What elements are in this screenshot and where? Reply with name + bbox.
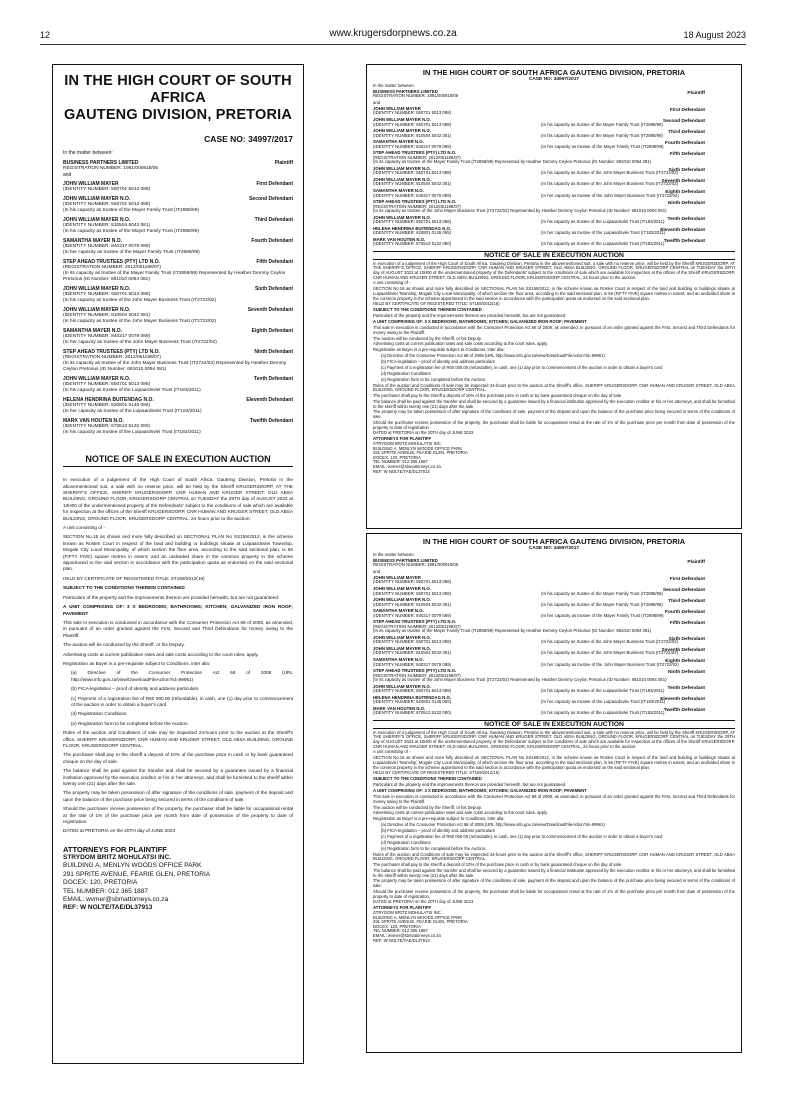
party-role: First Defendant xyxy=(669,107,705,113)
party-entry xyxy=(63,196,293,214)
attorney-line: REF: W NOLTE/TAE/DL37913 xyxy=(63,904,153,912)
party-capacity: (In its capacity as trustee of the John Mayer Business Trust (IT2722/02) Represented by Heather Demmy Ceylon Pretorius (ID Number: 681010 0094 081) xyxy=(63,361,287,373)
notice-paragraph: HELD BY CERTIFICATE OF REGISTERED TITLE: ST159/2012(16) xyxy=(63,575,205,581)
party-detail: (IDENTITY NUMBER: 550701 5013 088) xyxy=(373,121,452,127)
notice-paragraph: In execution of a judgement of the High Court of South Africa, Gauteng Division, Pretoria in the abovementioned suit, a sale with no reserve price, will be held by the Sheriff KRUGERSDORP, AT THE SHERIFF'S OFFICE, SHERIFF KRUGERSDORP, CNR HUMAN AND KRUGER STREET, OLD ABSA BUILDING, GROUND FLOOR, KRUGERSDORP CENTRAL on TUESDAY the 29TH day of AUGUST 2023 at 10H00 of the undermentioned property of the Defendants' subject to the conditions of sale which are available for inspection at the offices of the Sheriff KRUGERSDORP, CNR HUMAN AND KRUGER STREET, OLD ABSA BUILDING, GROUND FLOOR, KRUGERSDORP CENTRAL, 24 hours prior to the auction: xyxy=(63,477,293,521)
condition-item: (b) FICA-legislation – proof of identity and address particulars xyxy=(381,828,495,834)
notice-paragraph: HELD BY CERTIFICATE OF REGISTERED TITLE: ST159/2012(16) xyxy=(373,770,500,776)
notice-right-top xyxy=(366,64,742,529)
party-capacity: (In her capacity as trustee of the John Mayer Business Trust (IT2722/02) xyxy=(541,192,679,198)
party-name: JOHN WILLIAM MAYER N.O. xyxy=(373,585,431,591)
party-detail: (IDENTITY NUMBER: 840317 0079 089) xyxy=(63,244,151,250)
party-detail: (IDENTITY NUMBER: 810504 5042 081) xyxy=(373,601,452,607)
party-entry xyxy=(63,307,293,325)
party-row xyxy=(373,685,735,696)
party-name: SAMANTHA MAYER N.O. xyxy=(373,608,424,614)
party-role: Twelfth Defendant xyxy=(663,238,705,244)
attorneys-block xyxy=(63,854,293,913)
party-name: JOHN WILLIAM MAYER N.O. xyxy=(373,683,431,689)
notice-paragraph: The balance shall be paid against the transfer and shall be secured by a guarantee issued by a financial institution approved by the execution creditor or his or her attorneys, and shall be furnished to the sheriff within twenty one (21) days after the sale. xyxy=(373,399,735,409)
attorney-line: EMAIL: wvmer@sbmattorneys.co.za xyxy=(373,463,441,469)
party-role: Fifth Defendant xyxy=(669,152,705,158)
party-name: JOHN WILLIAM MAYER N.O. xyxy=(373,128,431,134)
party-name: JOHN WILLIAM MAYER N.O. xyxy=(373,214,431,220)
between-label: In the matter between: xyxy=(63,150,113,156)
party-row xyxy=(373,90,735,101)
party-entry xyxy=(63,286,293,304)
case-number: CASE NO: 34997/2017 xyxy=(528,77,580,82)
party-role: Second Defendant xyxy=(249,196,293,203)
notice-paragraph: SUBJECT TO THE CONDITIONS THEREIN CONTAINED xyxy=(373,776,482,782)
party-name: MARK VAN HOUTEN N.O. xyxy=(373,705,426,711)
notice-heading: NOTICE OF SALE IN EXECUTION AUCTION xyxy=(373,251,735,260)
notice-paragraph: Advertising costs at current publication rates and sale costs according to the court rules, apply. xyxy=(373,810,548,816)
party-name: SAMANTHA MAYER N.O. xyxy=(63,238,123,245)
party-detail: (REGISTRATION NUMBER: 2012/061198/07) xyxy=(63,355,161,361)
notice-paragraph: The purchaser shall pay to the sheriff a deposit of 10% of the purchase price in cash or by bank guaranteed cheque on the day of sale. xyxy=(373,393,623,399)
page-number: 12 xyxy=(40,30,51,40)
party-role: Eleventh Defendant xyxy=(246,397,293,404)
notice-body xyxy=(373,731,735,943)
party-detail: (IDENTITY NUMBER: 550701 5013 088) xyxy=(373,110,452,116)
notice-paragraph: A UNIT COMPRISING OF: 3 X BEDROOMS; BATHROOMS; KITCHEN; GALVANIZED IRON ROOF; PAVEMENT xyxy=(373,788,587,794)
court-title: IN THE HIGH COURT OF SOUTH AFRICA GAUTENG DIVISION, PRETORIA xyxy=(63,73,293,123)
party-name: SAMANTHA MAYER N.O. xyxy=(373,187,424,193)
notice-body xyxy=(63,477,293,835)
party-capacity: (In his capacity as trustee of the Mayer Family Trust (IT2898/99) xyxy=(541,132,663,138)
attorney-line: REF: W NOLTE/TAE/DL37913 xyxy=(373,468,430,474)
notice-paragraph: DATED at PRETORIA on the 20TH day of JUNE 2023 xyxy=(63,828,176,834)
attorneys-heading: ATTORNEYS FOR PLAINTIFF xyxy=(63,844,167,854)
party-role: Tenth Defendant xyxy=(667,216,705,222)
party-detail: (IDENTITY NUMBER: 840317 0079 089) xyxy=(373,192,452,198)
notice-paragraph: The property may be taken possession of after signature of the conditions of sale, payment of the deposit and upon the balance of the purchase price being secured in terms of the conditions of sale. xyxy=(373,409,735,420)
attorney-line: EMAIL: wvmer@sbmattorneys.co.za xyxy=(63,895,169,903)
party-detail: REGISTRATION NUMBER: 1981/000918/06 xyxy=(63,165,159,171)
notice-paragraph: SUBJECT TO THE CONDITIONS THEREIN CONTAINED xyxy=(373,307,482,313)
party-role: Seventh Defendant xyxy=(661,178,705,184)
attorney-line: TEL NUMBER: 012 365 1887 xyxy=(373,928,428,934)
condition-item: (c) Payment of a registration fee of R50 000.00 (refundable), in cash, one (1) day prior to commencement of the auction in order to obtain a buyer's card xyxy=(381,364,663,370)
party-detail: (IDENTITY NUMBER: 620801 0145 085) xyxy=(63,403,151,409)
attorney-line: DOCEX: 120, PRETORIA xyxy=(373,923,421,929)
header-divider xyxy=(40,44,746,45)
notice-paragraph: Particulars of the property and the improvements thereon are provided herewith, but are not guaranteed. xyxy=(373,313,567,319)
party-capacity: (In her capacity as trustee of the John Mayer Business Trust (IT2722/02) xyxy=(63,340,217,346)
party-role: Second Defendant xyxy=(662,118,705,124)
party-detail: (IDENTITY NUMBER: 620801 0145 085) xyxy=(373,699,452,705)
notice-paragraph: HELD BY CERTIFICATE OF REGISTERED TITLE: ST159/2012(16) xyxy=(373,301,500,307)
party-capacity: (In her capacity as trustee of the Mayer Family Trust (IT2898/99) xyxy=(63,250,200,256)
notice-right-bottom xyxy=(366,533,742,1053)
and-label: and xyxy=(63,171,72,178)
party-detail: (IDENTITY NUMBER: 550701 5013 088) xyxy=(373,579,452,585)
party-capacity: (In her capacity as trustee of the Luipaardsvlei Trust (IT183/2011) xyxy=(541,699,666,705)
party-detail: (IDENTITY NUMBER: 550701 5013 088) xyxy=(63,187,151,193)
party-name: SAMANTHA MAYER N.O. xyxy=(373,139,424,145)
party-row xyxy=(373,620,735,636)
attorney-line: TEL NUMBER: 012 365 1887 xyxy=(63,887,149,895)
party-capacity: (In its capacity as trustee of the Mayer Family Trust (IT2898/99) Represented by Heather Demmy Ceylon Pretorius (ID Number: 681010 0094 081) xyxy=(373,628,652,634)
party-capacity: (In his capacity as trustee of the John Mayer Business Trust (IT2722/02) xyxy=(63,298,217,304)
condition-item: (c) Payment of a registration fee of R50 000.00 (refundable), in cash, one (1) day prior to commencement of the auction in order to obtain a buyer's card xyxy=(381,833,663,839)
notice-left xyxy=(52,64,304,1064)
party-detail: (IDENTITY NUMBER: 670513 5132 080) xyxy=(63,424,151,430)
party-capacity: (In his capacity as trustee of the Mayer Family Trust (IT2898/99) xyxy=(63,208,199,214)
party-role: Eighth Defendant xyxy=(665,189,705,195)
party-detail: (IDENTITY NUMBER: 550701 5013 088) xyxy=(63,202,151,208)
notice-paragraph: SUBJECT TO THE CONDITIONS THEREIN CONTAINED xyxy=(63,585,185,591)
party-detail: (IDENTITY NUMBER: 810504 5042 081) xyxy=(373,650,452,656)
condition-item: (b) FICA-legislation – proof of identity and address particulars xyxy=(71,686,199,692)
party-entry xyxy=(63,328,293,346)
notice-paragraph: Rules of the auction and Conditions of sale may be inspected 24-hours prior to the auction at the Sheriff's office, SHERIFF KRUGERSDORP, CNR HUMAN AND KRUGER STREET, OLD ABSA BUILDING, GROUND FLOOR, KRUGERSDORP CENTRAL. xyxy=(373,382,735,393)
party-capacity: (In his capacity as trustee of the Mayer Family Trust (IT2898/99) xyxy=(541,121,663,127)
notice-paragraph: The auction will be conducted by the Sheriff, or his Deputy. xyxy=(373,335,482,341)
party-detail: (REGISTRATION NUMBER: 2012/061198/07) xyxy=(63,265,161,271)
condition-item: (b) FICA-legislation – proof of identity and address particulars xyxy=(381,359,495,365)
party-capacity: (In his capacity as trustee of the Mayer Family Trust (IT2898/99) xyxy=(541,590,663,596)
and-label: and xyxy=(373,568,380,574)
notice-paragraph: The purchaser shall pay to the sheriff a deposit of 10% of the purchase price in cash or by bank guaranteed cheque on the day of sale. xyxy=(373,862,623,868)
party-role: First Defendant xyxy=(256,181,293,188)
party-role: Third Defendant xyxy=(668,599,705,605)
party-row xyxy=(373,647,735,658)
attorney-line: STRYDOM BRITZ MOHULATSI INC. xyxy=(373,909,442,915)
parties-list xyxy=(373,553,735,718)
party-name: JOHN WILLIAM MAYER N.O. xyxy=(63,196,131,203)
party-detail: (REGISTRATION NUMBER: 2012/061198/07) xyxy=(373,154,461,160)
notice-paragraph: In execution of a judgement of the High Court of South Africa, Gauteng Division, Pretoria in the abovementioned suit, a sale with no reserve price, will be held by the Sheriff KRUGERSDORP, AT THE SHERIFF'S OFFICE, SHERIFF KRUGERSDORP, CNR HUMAN AND KRUGER STREET, OLD ABSA BUILDING, GROUND FLOOR, KRUGERSDORP CENTRAL on TUESDAY the 29TH day of AUGUST 2023 at 10H00 of the undermentioned property of the Defendants' subject to the conditions of sale which are available for inspection at the offices of the Sheriff KRUGERSDORP, CNR HUMAN AND KRUGER STREET, OLD ABSA BUILDING, GROUND FLOOR, KRUGERSDORP CENTRAL, 24 hours prior to the auction: xyxy=(373,260,735,280)
notice-paragraph: Advertising costs at current publication rates and sale costs according to the court rules, apply. xyxy=(373,341,548,347)
party-name: JOHN WILLIAM MAYER N.O. xyxy=(63,307,131,314)
party-role: Fourth Defendant xyxy=(251,238,293,245)
party-detail: REGISTRATION NUMBER: 1981/000918/06 xyxy=(373,562,459,568)
notice-paragraph: SECTION No.16 as shown and more fully described on SECTIONAL PLAN No SS159/2012, in the scheme known as Roslen Court in respect of the land and building or buildings situate at Luipaardsvlei Township, Mogale City Local Municipality, of which section the floor area, according to the said sectional plan, is 56 (FIFTY FIVE) square metres in extent; and an undivided share in the common property in the scheme apportioned to the said section in accordance with the participation quota as endorsed on the said sectional plan. xyxy=(373,286,735,301)
party-entry xyxy=(63,160,293,172)
party-detail: (IDENTITY NUMBER: 550701 5013 088) xyxy=(373,170,452,176)
party-row xyxy=(373,216,735,227)
attorney-line: BUILDING A, MENLYN WOODS OFFICE PARK xyxy=(373,445,463,451)
party-entry xyxy=(63,238,293,256)
party-detail: (IDENTITY NUMBER: 550701 5013 088) xyxy=(373,590,452,596)
party-row xyxy=(373,200,735,216)
party-name: JOHN WILLIAM MAYER N.O. xyxy=(373,645,431,651)
party-capacity: (In his capacity as trustee of the John Mayer Business Trust (IT2722/02) xyxy=(541,181,679,187)
parties-list xyxy=(373,84,735,249)
party-detail: (IDENTITY NUMBER: 550701 5013 088) xyxy=(373,219,452,225)
condition-item: (d) Registration Conditions xyxy=(381,370,431,376)
party-capacity: (In its capacity as trustee of the John Mayer Business Trust (IT2722/02) Represented by Heather Demmy Ceylon Pretorius (ID Number: 681010 0094 081) xyxy=(373,677,667,683)
parties-list xyxy=(63,160,293,437)
party-role: Fourth Defendant xyxy=(665,610,705,616)
party-role: Second Defendant xyxy=(662,587,705,593)
party-role: Tenth Defendant xyxy=(253,376,293,383)
notice-heading: NOTICE OF SALE IN EXECUTION AUCTION xyxy=(373,720,735,729)
condition-item: (a) Directive of the Consumer Protection Act 68 of 2008 (URL http://www.info.gov.za/view/DownloadFileAction?id=99961) xyxy=(381,822,605,828)
party-capacity: (In his capacity as trustee of the John Mayer Business Trust (IT2722/02) xyxy=(541,170,679,176)
party-role: Eleventh Defendant xyxy=(660,696,705,702)
notice-paragraph: In execution of a judgement of the High Court of South Africa, Gauteng Division, Pretoria in the abovementioned suit, a sale with no reserve price, will be held by the Sheriff KRUGERSDORP, AT THE SHERIFF'S OFFICE, SHERIFF KRUGERSDORP, CNR HUMAN AND KRUGER STREET, OLD ABSA BUILDING, GROUND FLOOR, KRUGERSDORP CENTRAL on TUESDAY the 29TH day of AUGUST 2023 at 10H00 of the undermentioned property of the Defendants' subject to the conditions of sale which are available for inspection at the offices of the Sheriff KRUGERSDORP, CNR HUMAN AND KRUGER STREET, OLD ABSA BUILDING, GROUND FLOOR, KRUGERSDORP CENTRAL, 24 hours prior to the auction: xyxy=(373,729,735,749)
case-number: CASE NO: 34997/2017 xyxy=(204,134,293,144)
party-name: SAMANTHA MAYER N.O. xyxy=(373,656,424,662)
party-name: HELENA HENDRINA BUITENDAG N.O. xyxy=(373,694,451,700)
party-name: JOHN WILLIAM MAYER N.O. xyxy=(63,286,131,293)
party-capacity: (In her capacity as trustee of the Mayer Family Trust (IT2898/99) xyxy=(541,143,664,149)
issue-date: 18 August 2023 xyxy=(683,30,746,40)
party-detail: (REGISTRATION NUMBER: 2012/061198/07) xyxy=(373,203,461,209)
condition-item: (d) Registration Conditions xyxy=(381,839,431,845)
party-row xyxy=(373,598,735,609)
party-capacity: (In his capacity as trustee of the Luipaardsvlei Trust (IT183/2011) xyxy=(541,219,665,225)
party-row xyxy=(373,707,735,718)
party-name: JOHN WILLIAM MAYER N.O. xyxy=(373,634,431,640)
attorneys-heading: ATTORNEYS FOR PLAINTIFF xyxy=(373,436,432,442)
party-capacity: (In his capacity as trustee of the John Mayer Business Trust (IT2722/02) xyxy=(541,650,679,656)
party-name: JOHN WILLIAM MAYER xyxy=(63,181,119,188)
party-role: Ninth Defendant xyxy=(667,201,705,207)
party-entry xyxy=(63,376,293,394)
party-role: Eleventh Defendant xyxy=(660,227,705,233)
notice-paragraph: Registration as Buyer is a pre-requisite subject to Conditions, inter alia: xyxy=(63,660,211,666)
party-name: JOHN WILLIAM MAYER xyxy=(373,574,421,580)
party-role: Tenth Defendant xyxy=(667,685,705,691)
between-label: In the matter between: xyxy=(373,83,415,88)
party-entry xyxy=(63,418,293,436)
party-detail: (IDENTITY NUMBER: 840317 0079 089) xyxy=(373,661,452,667)
condition-item: (e) Registration form to be completed before the Auction. xyxy=(381,376,487,382)
party-row xyxy=(373,129,735,140)
party-name: JOHN WILLIAM MAYER N.O. xyxy=(373,165,431,171)
site-url[interactable]: www.krugersdorpnews.co.za xyxy=(329,28,457,39)
party-detail: (IDENTITY NUMBER: 670513 5132 080) xyxy=(373,710,452,716)
party-capacity: (In his capacity as trustee of the Luipaardsvlei Trust (IT183/2011) xyxy=(63,388,201,394)
attorney-line: TEL NUMBER: 012 365 1887 xyxy=(373,459,428,465)
attorney-line: BUILDING A, MENLYN WOODS OFFICE PARK xyxy=(373,914,463,920)
party-capacity: (In his capacity as trustee of the Luipaardsvlei Trust (IT183/2011) xyxy=(541,241,665,247)
party-capacity: (In its capacity as trustee of the John Mayer Business Trust (IT2722/02) Represented by Heather Demmy Ceylon Pretorius (ID Number: 681010 0094 081) xyxy=(373,208,667,214)
party-detail: (IDENTITY NUMBER: 550701 5013 088) xyxy=(373,639,452,645)
party-name: JOHN WILLIAM MAYER xyxy=(373,105,421,111)
condition-item: (c) Payment of a registration fee of R50 000.00 (refundable), in cash, one (1) day prior to commencement of the auction in order to obtain a buyer's card xyxy=(71,695,293,707)
case-number: CASE NO: 34997/2017 xyxy=(528,546,580,551)
party-name: HELENA HENDRINA BUITENDAG N.O. xyxy=(373,225,451,231)
attorney-line: DOCEX: 120, PRETORIA xyxy=(373,454,421,460)
notice-paragraph: A unit consisting of - xyxy=(373,749,411,755)
court-title: IN THE HIGH COURT OF SOUTH AFRICA GAUTENG DIVISION, PRETORIA xyxy=(422,68,686,77)
party-entry xyxy=(63,397,293,415)
notice-paragraph: Rules of the auction and Conditions of sale may be inspected 24-hours prior to the auction at the Sheriff's office, SHERIFF KRUGERSDORP, CNR HUMAN AND KRUGER STREET, OLD ABSA BUILDING, GROUND FLOOR, KRUGERSDORP CENTRAL. xyxy=(373,851,735,862)
party-name: MARK VAN HOUTEN N.O. xyxy=(373,236,426,242)
party-role: Seventh Defendant xyxy=(661,647,705,653)
notice-paragraph: Should the purchaser receive possession of the property, the purchaser shall be liable for occupational rental at the rate of 1% of the purchase price per month from date of possession of the property to date of registration. xyxy=(373,419,735,430)
party-detail: (IDENTITY NUMBER: 810504 5042 081) xyxy=(373,181,452,187)
notice-paragraph: The balance shall be paid against the transfer and shall be secured by a guarantee issued by a financial institution approved by the execution creditor or his or her attorneys, and shall be furnished to the sheriff within twenty one (21) days after the sale. xyxy=(63,768,293,787)
party-role: Ninth Defendant xyxy=(254,349,293,356)
attorney-line: EMAIL: wvmer@sbmattorneys.co.za xyxy=(373,932,441,938)
notice-paragraph: This sale in execution is conducted in accordance with the Consumer Protection Act 68 of 2008, as amended, in pursuant of an order granted against the First, Second and Third Defendants for money owing to the Plaintiff. xyxy=(373,325,735,335)
attorney-line: STRYDOM BRITZ MOHULATSI INC. xyxy=(63,853,171,861)
notice-paragraph: DATED at PRETORIA on the 20TH day of JUNE 2023 xyxy=(373,430,474,436)
between-label: In the matter between: xyxy=(373,552,415,557)
notice-paragraph: Particulars of the property and the improvements thereon are provided herewith, but are not guaranteed. xyxy=(63,594,280,600)
notice-paragraph: Registration as Buyer is a pre-requisite subject to Conditions, inter alia: xyxy=(373,816,505,822)
party-detail: (REGISTRATION NUMBER: 2012/061198/07) xyxy=(373,623,461,629)
attorney-line: STRYDOM BRITZ MOHULATSI INC. xyxy=(373,440,442,446)
party-role: Seventh Defendant xyxy=(247,307,293,314)
party-name: HELENA HENDRINA BUITENDAG N.O. xyxy=(63,397,154,404)
attorney-line: 291 SPRITE AVENUE, FEARIE GLEN, PRETORIA xyxy=(373,450,468,456)
party-name: JOHN WILLIAM MAYER N.O. xyxy=(373,116,431,122)
party-role: Plaintiff xyxy=(687,559,705,565)
party-detail: (REGISTRATION NUMBER: 2012/061198/07) xyxy=(373,672,461,678)
party-capacity: (In its capacity as trustee of the Mayer Family Trust (IT2898/99) Represented by Heather Demmy Ceylon Pretorius (ID Number: 681010 0094 081) xyxy=(373,159,652,165)
party-row xyxy=(373,669,735,685)
party-capacity: (In his capacity as trustee of the Luipaardsvlei Trust (IT183/2011) xyxy=(541,710,665,716)
notice-paragraph: The property may be taken possession of after signature of the conditions of sale, payment of the deposit and upon the balance of the purchase price being secured in terms of the conditions of sale. xyxy=(63,790,293,802)
condition-item: (a) Directive of the Consumer Protection Act 68 of 2008 (URL http://www.info.gov.za/view/DownloadFileAction?id=99961) xyxy=(381,353,605,359)
attorney-line: REF: W NOLTE/TAE/DL37913 xyxy=(373,937,430,943)
party-name: JOHN WILLIAM MAYER N.O. xyxy=(63,376,131,383)
party-role: First Defendant xyxy=(669,576,705,582)
party-detail: (IDENTITY NUMBER: 810504 5042 081) xyxy=(63,313,151,319)
condition-item: (e) Registration form to be completed before the Auction. xyxy=(381,845,487,851)
party-capacity: (In his capacity as trustee of the Mayer Family Trust (IT2898/99) xyxy=(63,229,199,235)
notice-paragraph: DATED at PRETORIA on the 20TH day of JUNE 2023 xyxy=(373,899,474,905)
party-row xyxy=(373,178,735,189)
party-capacity: (In his capacity as trustee of the John Mayer Business Trust (IT2722/02) xyxy=(541,639,679,645)
party-capacity: (In his capacity as trustee of the Mayer Family Trust (IT2898/99) xyxy=(541,601,663,607)
party-name: BUSINESS PARTNERS LIMITED xyxy=(63,159,139,166)
party-name: STEP AHEAD TRUSTEES (PTY) LTD N.O. xyxy=(373,150,457,156)
party-name: MARK VAN HOUTEN N.O. xyxy=(63,418,124,425)
notice-paragraph: A UNIT COMPRISING OF: 3 X BEDROOMS; BATHROOMS; KITCHEN; GALVANIZED IRON ROOF; PAVEMENT xyxy=(373,319,587,325)
condition-item: (d) Registration Conditions xyxy=(71,711,127,717)
court-title: IN THE HIGH COURT OF SOUTH AFRICA GAUTENG DIVISION, PRETORIA xyxy=(422,537,686,546)
party-row xyxy=(373,559,735,570)
party-name: JOHN WILLIAM MAYER N.O. xyxy=(373,597,431,603)
condition-item: (a) Directive of the Consumer Protection Act 68 of 2008 (URL http://www.info.gov.za/view/DownloadFileAction?id=99961) xyxy=(71,670,293,682)
party-role: Twelfth Defendant xyxy=(663,707,705,713)
party-name: STEP AHEAD TRUSTEES (PTY) LTD N.O. xyxy=(63,259,160,266)
party-row xyxy=(373,227,735,238)
party-capacity: (In his capacity as trustee of the Luipaardsvlei Trust (IT183/2011) xyxy=(63,430,201,436)
party-role: Sixth Defendant xyxy=(254,286,293,293)
party-detail: (IDENTITY NUMBER: 550701 5013 088) xyxy=(63,382,151,388)
party-detail: (IDENTITY NUMBER: 810504 5042 081) xyxy=(373,132,452,138)
notice-paragraph: A unit consisting of - xyxy=(63,525,105,531)
notice-paragraph: The auction will be conducted by the Sheriff, or his Deputy. xyxy=(373,804,482,810)
party-role: Ninth Defendant xyxy=(667,670,705,676)
party-name: JOHN WILLIAM MAYER N.O. xyxy=(63,217,131,224)
party-role: Plaintiff xyxy=(687,90,705,96)
party-role: Fifth Defendant xyxy=(256,259,293,266)
notice-paragraph: Advertising costs at current publication rates and sale costs according to the court rules, apply. xyxy=(63,651,259,657)
attorneys-heading: ATTORNEYS FOR PLAINTIFF xyxy=(373,905,432,911)
attorney-line: 291 SPRITE AVENUE, FEARIE GLEN, PRETORIA xyxy=(63,870,211,878)
party-entry xyxy=(63,217,293,235)
notice-paragraph: The property may be taken possession of after signature of the conditions of sale, payment of the deposit and upon the balance of the purchase price being secured in terms of the conditions of sale. xyxy=(373,878,735,889)
party-role: Third Defendant xyxy=(254,217,293,224)
notice-paragraph: SECTION No.16 as shown and more fully described on SECTIONAL PLAN No SS159/2012, in the scheme known as Roslen Court in respect of the land and building or buildings situate at Luipaardsvlei Township, Mogale City Local Municipality, of which section the floor area, according to the said sectional plan, is 56 (FIFTY FIVE) square metres in extent; and an undivided share in the common property in the scheme apportioned to the said section in accordance with the participation quota as endorsed on the said sectional plan. xyxy=(373,755,735,770)
party-capacity: (In her capacity as trustee of the Luipaardsvlei Trust (IT183/2011) xyxy=(63,409,202,415)
party-entry xyxy=(63,349,293,373)
notice-paragraph: A unit consisting of - xyxy=(373,280,411,286)
party-detail: (IDENTITY NUMBER: 840317 0079 089) xyxy=(373,143,452,149)
party-name: STEP AHEAD TRUSTEES (PTY) LTD N.O. xyxy=(373,199,457,205)
party-detail: (IDENTITY NUMBER: 550701 5013 088) xyxy=(63,292,151,298)
party-role: Plaintiff xyxy=(274,159,293,166)
party-role: Sixth Defendant xyxy=(668,636,705,642)
party-name: STEP AHEAD TRUSTEES (PTY) LTD N.O. xyxy=(373,619,457,625)
notice-body xyxy=(373,262,735,474)
notice-paragraph: SECTION No.16 as shown and more fully described on SECTIONAL PLAN No SS159/2012, in the scheme known as Roslen Court in respect of the land and building or buildings situate at Luipaardsvlei Township, Mogale City Local Municipality, of which section the floor area, according to the said sectional plan, is 56 (FIFTY FIVE) square metres in extent; and an undivided share in the common property in the scheme apportioned to the said section in accordance with the participation quota as endorsed on the said sectional plan. xyxy=(63,534,293,572)
party-row xyxy=(373,151,735,167)
party-detail: (IDENTITY NUMBER: 550701 5013 088) xyxy=(373,688,452,694)
notice-paragraph: A UNIT COMPRISING OF: 3 X BEDROOMS; BATHROOMS; KITCHEN; GALVANIZED IRON ROOF; PAVEMENT xyxy=(63,604,293,616)
party-name: SAMANTHA MAYER N.O. xyxy=(63,328,123,335)
notice-paragraph: This sale in execution is conducted in accordance with the Consumer Protection Act 68 of 2008, as amended, in pursuant of an order granted against the First, Second and Third Defendants for money owing to the Plaintiff. xyxy=(373,794,735,804)
party-detail: (IDENTITY NUMBER: 670513 5132 080) xyxy=(373,241,452,247)
party-name: STEP AHEAD TRUSTEES (PTY) LTD N.O. xyxy=(63,349,160,356)
notice-paragraph: Registration as Buyer is a pre-requisite subject to Conditions, inter alia: xyxy=(373,347,505,353)
notice-paragraph: The purchaser shall pay to the sheriff a deposit of 10% of the purchase price in cash or by bank guaranteed cheque on the day of sale. xyxy=(63,752,293,764)
party-row xyxy=(373,238,735,249)
party-role: Eighth Defendant xyxy=(665,658,705,664)
party-capacity: (In her capacity as trustee of the John Mayer Business Trust (IT2722/02) xyxy=(541,661,679,667)
notice-paragraph: Rules of the auction and Conditions of sale may be inspected 24-hours prior to the auction at the Sheriff's office, SHERIFF KRUGERSDORP, CNR HUMAN AND KRUGER STREET, OLD ABSA BUILDING, GROUND FLOOR, KRUGERSDORP CENTRAL. xyxy=(63,730,293,748)
attorney-line: BUILDING A, MENLYN WOODS OFFICE PARK xyxy=(63,862,202,870)
page-header xyxy=(40,28,746,42)
attorney-line: DOCEX: 120, PRETORIA xyxy=(63,879,138,887)
notice-paragraph: The balance shall be paid against the transfer and shall be secured by a guarantee issued by a financial institution approved by the execution creditor or his or her attorneys, and shall be furnished to the sheriff within twenty one (21) days after the sale. xyxy=(373,868,735,878)
notice-paragraph: Should the purchaser receive possession of the property, the purchaser shall be liable for occupational rental at the rate of 1% of the purchase price per month from date of possession of the property to date of registration. xyxy=(373,888,735,899)
and-label: and xyxy=(373,99,380,105)
party-role: Sixth Defendant xyxy=(668,167,705,173)
notice-paragraph: Should the purchaser receive possession of the property, the purchaser shall be liable for occupational rental at the rate of 1% of the purchase price per month from date of possession of the property to date of registration. xyxy=(63,806,293,825)
party-capacity: (In his capacity as trustee of the John Mayer Business Trust (IT2722/02) xyxy=(63,319,217,325)
party-role: Eighth Defendant xyxy=(251,328,293,335)
party-row xyxy=(373,696,735,707)
party-capacity: (In her capacity as trustee of the Luipaardsvlei Trust (IT183/2011) xyxy=(541,230,666,236)
condition-item: (e) Registration form to be completed before the Auction. xyxy=(71,720,189,726)
party-entry xyxy=(63,259,293,283)
party-role: Third Defendant xyxy=(668,130,705,136)
party-detail: (IDENTITY NUMBER: 840317 0079 089) xyxy=(63,334,151,340)
party-capacity: (In its capacity as trustee of the Mayer Family Trust (IT2898/99) Represented by Heather Demmy Ceylon Pretorius (ID Number: 681010 0094 081) xyxy=(63,271,286,283)
party-name: JOHN WILLIAM MAYER N.O. xyxy=(373,176,431,182)
notice-paragraph: This sale in execution is conducted in accordance with the Consumer Protection Act 68 of 2008, as amended, in pursuant of an order granted against the First, Second and Third Defendants for money owing to the Plaintiff. xyxy=(63,619,293,638)
party-capacity: (In his capacity as trustee of the Luipaardsvlei Trust (IT183/2011) xyxy=(541,688,665,694)
party-role: Fourth Defendant xyxy=(665,141,705,147)
party-role: Twelfth Defendant xyxy=(250,418,293,425)
party-name: BUSINESS PARTNERS LIMITED xyxy=(373,88,438,94)
party-role: Fifth Defendant xyxy=(669,621,705,627)
party-detail: (IDENTITY NUMBER: 840317 0079 089) xyxy=(373,612,452,618)
notice-paragraph: Particulars of the property and the improvements thereon are provided herewith, but are not guaranteed. xyxy=(373,782,567,788)
attorney-line: 291 SPRITE AVENUE, FEARIE GLEN, PRETORIA xyxy=(373,919,468,925)
party-detail: REGISTRATION NUMBER: 1981/000918/06 xyxy=(373,93,459,99)
party-entry xyxy=(63,181,293,193)
party-detail: (IDENTITY NUMBER: 810504 5042 081) xyxy=(63,223,151,229)
notice-heading: NOTICE OF SALE IN EXECUTION AUCTION xyxy=(63,454,293,467)
party-capacity: (In her capacity as trustee of the Mayer Family Trust (IT2898/99) xyxy=(541,612,664,618)
party-detail: (IDENTITY NUMBER: 620801 0145 085) xyxy=(373,230,452,236)
notice-paragraph: The auction will be conducted by the Sheriff, or his Deputy. xyxy=(63,642,185,648)
party-name: STEP AHEAD TRUSTEES (PTY) LTD N.O. xyxy=(373,668,457,674)
party-name: BUSINESS PARTNERS LIMITED xyxy=(373,557,438,563)
